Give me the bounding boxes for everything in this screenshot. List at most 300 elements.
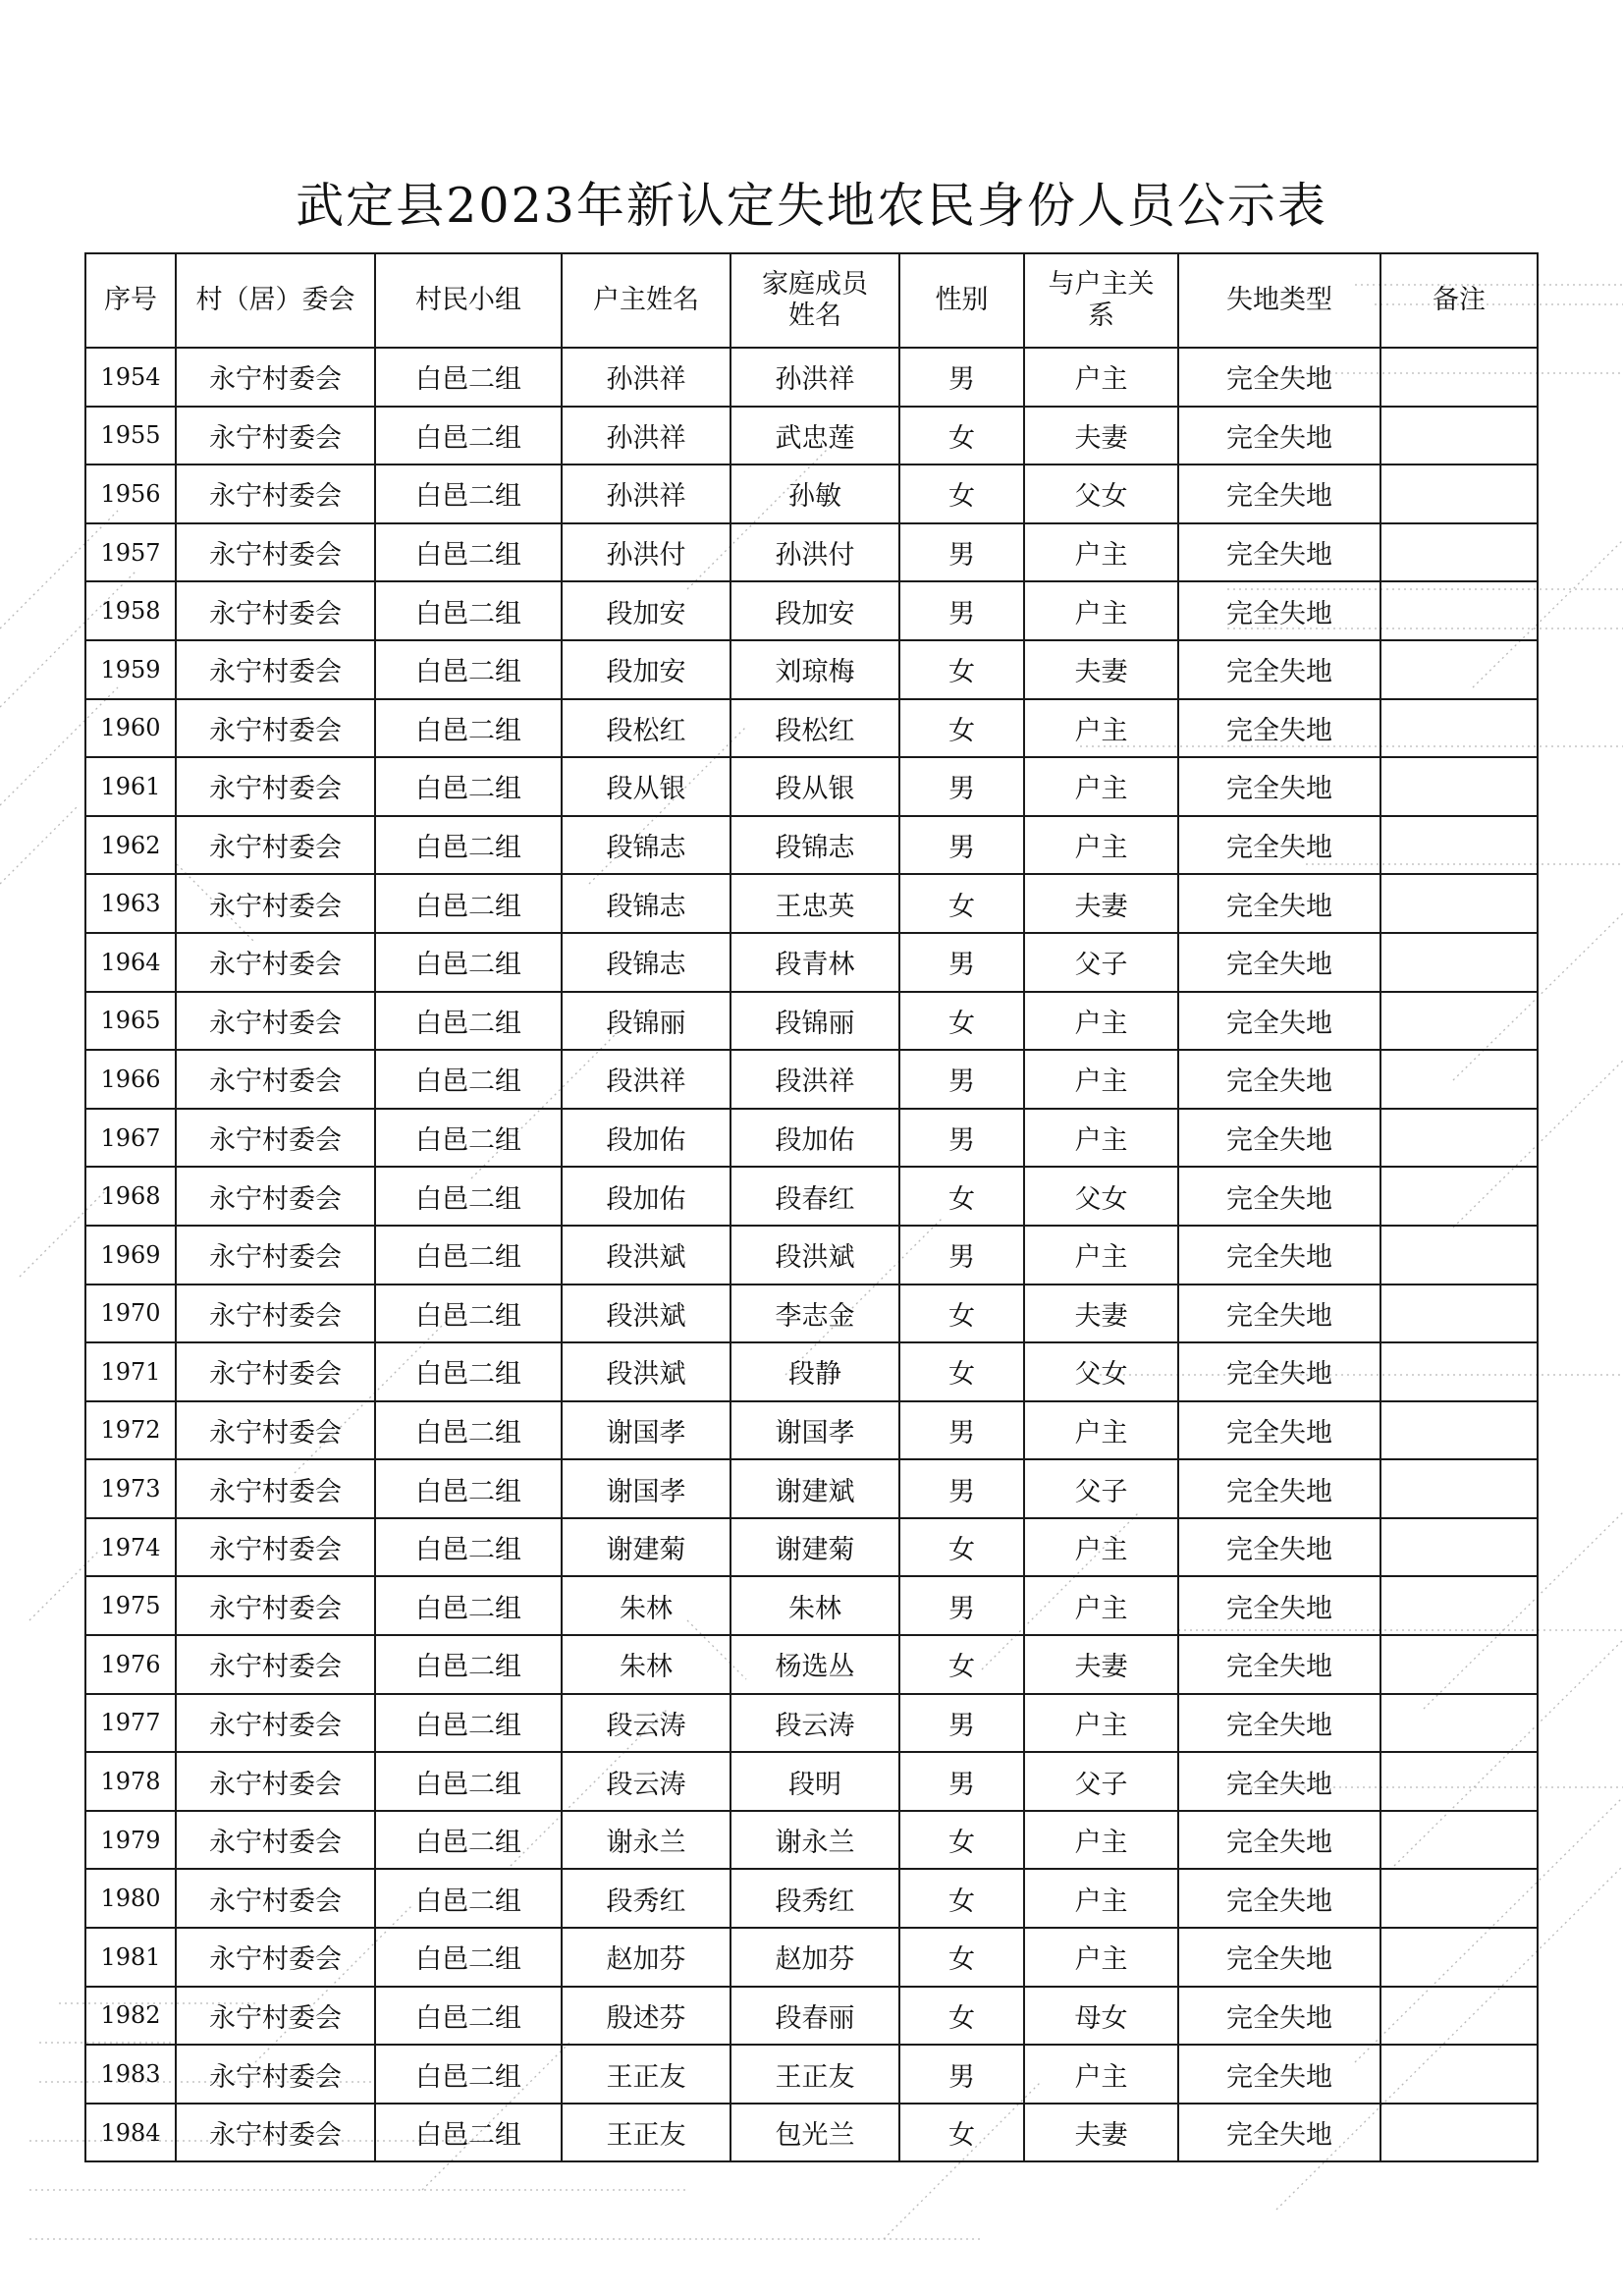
table-row [85, 640, 1538, 699]
cell-loss-type: 完全失地 [1178, 757, 1380, 816]
cell-householder-name: 谢国孝 [562, 1459, 730, 1518]
table-row [85, 1401, 1538, 1460]
cell-householder-name: 段锦志 [562, 816, 730, 875]
cell-village-committee: 永宁村委会 [176, 640, 375, 699]
cell-seq: 1958 [85, 581, 176, 640]
cell-member-name: 赵加芬 [730, 1928, 899, 1987]
cell-relation: 户主 [1024, 523, 1178, 582]
cell-loss-type: 完全失地 [1178, 992, 1380, 1051]
cell-village-committee: 永宁村委会 [176, 1050, 375, 1109]
table-row [85, 1109, 1538, 1168]
cell-gender: 男 [899, 1401, 1024, 1460]
cell-villager-group: 白邑二组 [375, 1285, 562, 1343]
cell-remarks [1380, 1518, 1538, 1577]
cell-remarks [1380, 1576, 1538, 1635]
cell-village-committee: 永宁村委会 [176, 1928, 375, 1987]
cell-village-committee: 永宁村委会 [176, 523, 375, 582]
table-row [85, 407, 1538, 465]
cell-relation: 父子 [1024, 1752, 1178, 1811]
cell-seq: 1954 [85, 348, 176, 407]
cell-householder-name: 谢建菊 [562, 1518, 730, 1577]
cell-gender: 女 [899, 1342, 1024, 1401]
cell-householder-name: 段锦志 [562, 874, 730, 933]
cell-village-committee: 永宁村委会 [176, 1811, 375, 1870]
table-row [85, 523, 1538, 582]
cell-gender: 男 [899, 348, 1024, 407]
col-header-seq: 序号 [85, 253, 176, 348]
cell-loss-type: 完全失地 [1178, 1459, 1380, 1518]
table-body [85, 348, 1538, 2161]
cell-householder-name: 段洪斌 [562, 1285, 730, 1343]
cell-seq: 1963 [85, 874, 176, 933]
cell-relation: 夫妻 [1024, 640, 1178, 699]
col-header-householder-name: 户主姓名 [562, 253, 730, 348]
table-row [85, 1694, 1538, 1753]
cell-remarks [1380, 1342, 1538, 1401]
cell-loss-type: 完全失地 [1178, 523, 1380, 582]
cell-village-committee: 永宁村委会 [176, 2104, 375, 2162]
cell-villager-group: 白邑二组 [375, 1752, 562, 1811]
cell-member-name: 谢国孝 [730, 1401, 899, 1460]
table-row [85, 1285, 1538, 1343]
cell-loss-type: 完全失地 [1178, 1226, 1380, 1285]
cell-villager-group: 白邑二组 [375, 1694, 562, 1753]
cell-village-committee: 永宁村委会 [176, 1635, 375, 1694]
cell-householder-name: 朱林 [562, 1576, 730, 1635]
cell-member-name: 王忠英 [730, 874, 899, 933]
table-row [85, 1167, 1538, 1226]
cell-gender: 女 [899, 1518, 1024, 1577]
cell-remarks [1380, 1285, 1538, 1343]
cell-relation: 父女 [1024, 465, 1178, 523]
cell-loss-type: 完全失地 [1178, 1285, 1380, 1343]
col-header-relation: 与户主关系 [1024, 253, 1178, 348]
cell-gender: 男 [899, 1576, 1024, 1635]
cell-villager-group: 白邑二组 [375, 874, 562, 933]
cell-remarks [1380, 1928, 1538, 1987]
cell-villager-group: 白邑二组 [375, 992, 562, 1051]
cell-householder-name: 段云涛 [562, 1694, 730, 1753]
cell-gender: 男 [899, 933, 1024, 992]
table-row [85, 1576, 1538, 1635]
cell-member-name: 刘琼梅 [730, 640, 899, 699]
cell-householder-name: 段洪祥 [562, 1050, 730, 1109]
cell-member-name: 段春红 [730, 1167, 899, 1226]
cell-gender: 女 [899, 1869, 1024, 1928]
cell-remarks [1380, 1869, 1538, 1928]
cell-member-name: 段加安 [730, 581, 899, 640]
cell-relation: 户主 [1024, 1226, 1178, 1285]
cell-member-name: 王正友 [730, 2045, 899, 2104]
cell-loss-type: 完全失地 [1178, 1342, 1380, 1401]
cell-member-name: 朱林 [730, 1576, 899, 1635]
cell-gender: 女 [899, 1987, 1024, 2046]
cell-seq: 1977 [85, 1694, 176, 1753]
cell-seq: 1982 [85, 1987, 176, 2046]
table-row [85, 1987, 1538, 2046]
cell-member-name: 段加佑 [730, 1109, 899, 1168]
cell-loss-type: 完全失地 [1178, 1987, 1380, 2046]
cell-villager-group: 白邑二组 [375, 1987, 562, 2046]
cell-remarks [1380, 2045, 1538, 2104]
cell-relation: 夫妻 [1024, 874, 1178, 933]
table-row [85, 581, 1538, 640]
cell-villager-group: 白邑二组 [375, 1342, 562, 1401]
cell-member-name: 段春丽 [730, 1987, 899, 2046]
cell-member-name: 段秀红 [730, 1869, 899, 1928]
cell-seq: 1968 [85, 1167, 176, 1226]
cell-member-name: 段从银 [730, 757, 899, 816]
cell-villager-group: 白邑二组 [375, 1576, 562, 1635]
cell-member-name: 段云涛 [730, 1694, 899, 1753]
cell-householder-name: 段从银 [562, 757, 730, 816]
cell-villager-group: 白邑二组 [375, 1518, 562, 1577]
cell-village-committee: 永宁村委会 [176, 1694, 375, 1753]
cell-villager-group: 白邑二组 [375, 1050, 562, 1109]
cell-householder-name: 段秀红 [562, 1869, 730, 1928]
cell-gender: 男 [899, 1050, 1024, 1109]
cell-loss-type: 完全失地 [1178, 1811, 1380, 1870]
cell-loss-type: 完全失地 [1178, 1518, 1380, 1577]
cell-householder-name: 谢国孝 [562, 1401, 730, 1460]
cell-seq: 1983 [85, 2045, 176, 2104]
cell-remarks [1380, 407, 1538, 465]
cell-seq: 1981 [85, 1928, 176, 1987]
cell-loss-type: 完全失地 [1178, 640, 1380, 699]
cell-gender: 女 [899, 992, 1024, 1051]
cell-householder-name: 朱林 [562, 1635, 730, 1694]
cell-seq: 1975 [85, 1576, 176, 1635]
cell-gender: 女 [899, 1811, 1024, 1870]
cell-village-committee: 永宁村委会 [176, 1518, 375, 1577]
cell-village-committee: 永宁村委会 [176, 816, 375, 875]
cell-gender: 男 [899, 1459, 1024, 1518]
cell-village-committee: 永宁村委会 [176, 1869, 375, 1928]
table-row [85, 1459, 1538, 1518]
cell-householder-name: 王正友 [562, 2104, 730, 2162]
cell-village-committee: 永宁村委会 [176, 933, 375, 992]
cell-gender: 男 [899, 2045, 1024, 2104]
cell-seq: 1962 [85, 816, 176, 875]
cell-seq: 1960 [85, 699, 176, 758]
cell-householder-name: 孙洪祥 [562, 348, 730, 407]
cell-loss-type: 完全失地 [1178, 1694, 1380, 1753]
cell-householder-name: 段洪斌 [562, 1342, 730, 1401]
cell-villager-group: 白邑二组 [375, 757, 562, 816]
cell-remarks [1380, 1459, 1538, 1518]
cell-gender: 女 [899, 1285, 1024, 1343]
table-row [85, 757, 1538, 816]
cell-relation: 户主 [1024, 1576, 1178, 1635]
col-header-gender: 性别 [899, 253, 1024, 348]
cell-householder-name: 段云涛 [562, 1752, 730, 1811]
cell-remarks [1380, 1401, 1538, 1460]
table-row [85, 992, 1538, 1051]
cell-seq: 1971 [85, 1342, 176, 1401]
cell-relation: 户主 [1024, 1518, 1178, 1577]
cell-villager-group: 白邑二组 [375, 1459, 562, 1518]
cell-relation: 户主 [1024, 581, 1178, 640]
cell-gender: 男 [899, 1226, 1024, 1285]
cell-relation: 户主 [1024, 1694, 1178, 1753]
cell-member-name: 谢建斌 [730, 1459, 899, 1518]
cell-gender: 男 [899, 1694, 1024, 1753]
cell-villager-group: 白邑二组 [375, 407, 562, 465]
cell-remarks [1380, 1109, 1538, 1168]
table-row [85, 2104, 1538, 2162]
col-header-remarks: 备注 [1380, 253, 1538, 348]
cell-loss-type: 完全失地 [1178, 1109, 1380, 1168]
cell-relation: 夫妻 [1024, 2104, 1178, 2162]
cell-relation: 户主 [1024, 1401, 1178, 1460]
cell-relation: 户主 [1024, 992, 1178, 1051]
cell-villager-group: 白邑二组 [375, 465, 562, 523]
cell-relation: 户主 [1024, 1050, 1178, 1109]
col-header-village-committee: 村（居）委会 [176, 253, 375, 348]
cell-seq: 1964 [85, 933, 176, 992]
cell-householder-name: 段加佑 [562, 1109, 730, 1168]
cell-householder-name: 孙洪付 [562, 523, 730, 582]
cell-householder-name: 段加佑 [562, 1167, 730, 1226]
table-row [85, 1811, 1538, 1870]
cell-seq: 1965 [85, 992, 176, 1051]
cell-remarks [1380, 465, 1538, 523]
cell-villager-group: 白邑二组 [375, 523, 562, 582]
cell-seq: 1973 [85, 1459, 176, 1518]
cell-gender: 男 [899, 581, 1024, 640]
cell-member-name: 段锦丽 [730, 992, 899, 1051]
cell-member-name: 段松红 [730, 699, 899, 758]
cell-member-name: 孙洪付 [730, 523, 899, 582]
cell-loss-type: 完全失地 [1178, 816, 1380, 875]
table-row [85, 1869, 1538, 1928]
cell-relation: 户主 [1024, 1869, 1178, 1928]
cell-villager-group: 白邑二组 [375, 1226, 562, 1285]
cell-village-committee: 永宁村委会 [176, 407, 375, 465]
cell-remarks [1380, 992, 1538, 1051]
cell-member-name: 段锦志 [730, 816, 899, 875]
cell-remarks [1380, 2104, 1538, 2162]
cell-member-name: 段静 [730, 1342, 899, 1401]
cell-relation: 母女 [1024, 1987, 1178, 2046]
table-row [85, 465, 1538, 523]
cell-seq: 1956 [85, 465, 176, 523]
cell-villager-group: 白邑二组 [375, 581, 562, 640]
cell-loss-type: 完全失地 [1178, 699, 1380, 758]
cell-remarks [1380, 348, 1538, 407]
cell-relation: 户主 [1024, 2045, 1178, 2104]
cell-village-committee: 永宁村委会 [176, 1576, 375, 1635]
cell-gender: 女 [899, 699, 1024, 758]
cell-gender: 女 [899, 640, 1024, 699]
cell-seq: 1955 [85, 407, 176, 465]
cell-member-name: 杨选丛 [730, 1635, 899, 1694]
cell-seq: 1972 [85, 1401, 176, 1460]
cell-remarks [1380, 640, 1538, 699]
cell-village-committee: 永宁村委会 [176, 992, 375, 1051]
table-row [85, 2045, 1538, 2104]
cell-gender: 女 [899, 2104, 1024, 2162]
cell-remarks [1380, 1635, 1538, 1694]
cell-gender: 女 [899, 1928, 1024, 1987]
cell-remarks [1380, 933, 1538, 992]
cell-gender: 女 [899, 465, 1024, 523]
cell-householder-name: 殷述芬 [562, 1987, 730, 2046]
cell-seq: 1980 [85, 1869, 176, 1928]
cell-relation: 夫妻 [1024, 407, 1178, 465]
cell-relation: 户主 [1024, 816, 1178, 875]
table-row [85, 1342, 1538, 1401]
cell-village-committee: 永宁村委会 [176, 1342, 375, 1401]
cell-loss-type: 完全失地 [1178, 933, 1380, 992]
cell-householder-name: 孙洪祥 [562, 465, 730, 523]
cell-remarks [1380, 1050, 1538, 1109]
cell-villager-group: 白邑二组 [375, 1928, 562, 1987]
cell-village-committee: 永宁村委会 [176, 757, 375, 816]
cell-loss-type: 完全失地 [1178, 1576, 1380, 1635]
cell-loss-type: 完全失地 [1178, 348, 1380, 407]
cell-village-committee: 永宁村委会 [176, 581, 375, 640]
cell-member-name: 孙敏 [730, 465, 899, 523]
cell-village-committee: 永宁村委会 [176, 1752, 375, 1811]
cell-remarks [1380, 1694, 1538, 1753]
cell-relation: 户主 [1024, 1109, 1178, 1168]
cell-householder-name: 段加安 [562, 581, 730, 640]
cell-villager-group: 白邑二组 [375, 699, 562, 758]
cell-gender: 男 [899, 816, 1024, 875]
cell-loss-type: 完全失地 [1178, 1635, 1380, 1694]
cell-relation: 父女 [1024, 1167, 1178, 1226]
cell-village-committee: 永宁村委会 [176, 1987, 375, 2046]
cell-villager-group: 白邑二组 [375, 1811, 562, 1870]
cell-householder-name: 段洪斌 [562, 1226, 730, 1285]
table-row [85, 1752, 1538, 1811]
cell-villager-group: 白邑二组 [375, 348, 562, 407]
table-row [85, 348, 1538, 407]
cell-householder-name: 王正友 [562, 2045, 730, 2104]
cell-householder-name: 谢永兰 [562, 1811, 730, 1870]
table-row [85, 1928, 1538, 1987]
cell-householder-name: 孙洪祥 [562, 407, 730, 465]
cell-remarks [1380, 874, 1538, 933]
cell-seq: 1970 [85, 1285, 176, 1343]
cell-village-committee: 永宁村委会 [176, 874, 375, 933]
cell-member-name: 段洪斌 [730, 1226, 899, 1285]
cell-village-committee: 永宁村委会 [176, 1167, 375, 1226]
cell-village-committee: 永宁村委会 [176, 465, 375, 523]
cell-village-committee: 永宁村委会 [176, 1109, 375, 1168]
cell-villager-group: 白邑二组 [375, 640, 562, 699]
cell-villager-group: 白邑二组 [375, 1167, 562, 1226]
cell-relation: 父女 [1024, 1342, 1178, 1401]
cell-loss-type: 完全失地 [1178, 465, 1380, 523]
cell-gender: 男 [899, 757, 1024, 816]
cell-member-name: 武忠莲 [730, 407, 899, 465]
cell-gender: 女 [899, 1167, 1024, 1226]
cell-householder-name: 段松红 [562, 699, 730, 758]
cell-loss-type: 完全失地 [1178, 2045, 1380, 2104]
cell-loss-type: 完全失地 [1178, 874, 1380, 933]
cell-member-name: 包光兰 [730, 2104, 899, 2162]
cell-member-name: 孙洪祥 [730, 348, 899, 407]
table-row [85, 933, 1538, 992]
col-header-member-name: 家庭成员姓名 [730, 253, 899, 348]
cell-gender: 女 [899, 874, 1024, 933]
cell-remarks [1380, 757, 1538, 816]
cell-seq: 1969 [85, 1226, 176, 1285]
cell-seq: 1976 [85, 1635, 176, 1694]
cell-gender: 男 [899, 523, 1024, 582]
table-row [85, 1226, 1538, 1285]
cell-gender: 男 [899, 1752, 1024, 1811]
cell-villager-group: 白邑二组 [375, 933, 562, 992]
cell-seq: 1967 [85, 1109, 176, 1168]
cell-seq: 1961 [85, 757, 176, 816]
cell-remarks [1380, 1987, 1538, 2046]
cell-relation: 夫妻 [1024, 1635, 1178, 1694]
cell-remarks [1380, 1167, 1538, 1226]
header-row [85, 253, 1538, 348]
cell-remarks [1380, 581, 1538, 640]
cell-villager-group: 白邑二组 [375, 1401, 562, 1460]
cell-loss-type: 完全失地 [1178, 407, 1380, 465]
col-header-villager-group: 村民小组 [375, 253, 562, 348]
cell-loss-type: 完全失地 [1178, 1401, 1380, 1460]
cell-loss-type: 完全失地 [1178, 1752, 1380, 1811]
cell-relation: 户主 [1024, 348, 1178, 407]
cell-village-committee: 永宁村委会 [176, 1401, 375, 1460]
cell-loss-type: 完全失地 [1178, 1869, 1380, 1928]
cell-villager-group: 白邑二组 [375, 816, 562, 875]
cell-relation: 户主 [1024, 699, 1178, 758]
document-title: 武定县2023年新认定失地农民身份人员公示表 [296, 178, 1327, 234]
cell-remarks [1380, 1226, 1538, 1285]
cell-villager-group: 白邑二组 [375, 2045, 562, 2104]
cell-member-name: 段青林 [730, 933, 899, 992]
table-row [85, 699, 1538, 758]
cell-seq: 1959 [85, 640, 176, 699]
cell-householder-name: 段加安 [562, 640, 730, 699]
cell-village-committee: 永宁村委会 [176, 1459, 375, 1518]
cell-relation: 户主 [1024, 757, 1178, 816]
cell-remarks [1380, 1752, 1538, 1811]
cell-seq: 1978 [85, 1752, 176, 1811]
roster-table [84, 252, 1539, 2162]
cell-remarks [1380, 1811, 1538, 1870]
table-row [85, 816, 1538, 875]
cell-seq: 1966 [85, 1050, 176, 1109]
cell-loss-type: 完全失地 [1178, 1928, 1380, 1987]
cell-villager-group: 白邑二组 [375, 1869, 562, 1928]
cell-village-committee: 永宁村委会 [176, 699, 375, 758]
cell-seq: 1984 [85, 2104, 176, 2162]
cell-member-name: 谢永兰 [730, 1811, 899, 1870]
cell-village-committee: 永宁村委会 [176, 348, 375, 407]
cell-loss-type: 完全失地 [1178, 1050, 1380, 1109]
table-row [85, 1518, 1538, 1577]
cell-relation: 户主 [1024, 1928, 1178, 1987]
cell-remarks [1380, 816, 1538, 875]
cell-householder-name: 赵加芬 [562, 1928, 730, 1987]
cell-gender: 女 [899, 1635, 1024, 1694]
cell-villager-group: 白邑二组 [375, 2104, 562, 2162]
cell-villager-group: 白邑二组 [375, 1635, 562, 1694]
cell-loss-type: 完全失地 [1178, 581, 1380, 640]
cell-remarks [1380, 523, 1538, 582]
cell-seq: 1979 [85, 1811, 176, 1870]
cell-member-name: 谢建菊 [730, 1518, 899, 1577]
cell-relation: 父子 [1024, 1459, 1178, 1518]
